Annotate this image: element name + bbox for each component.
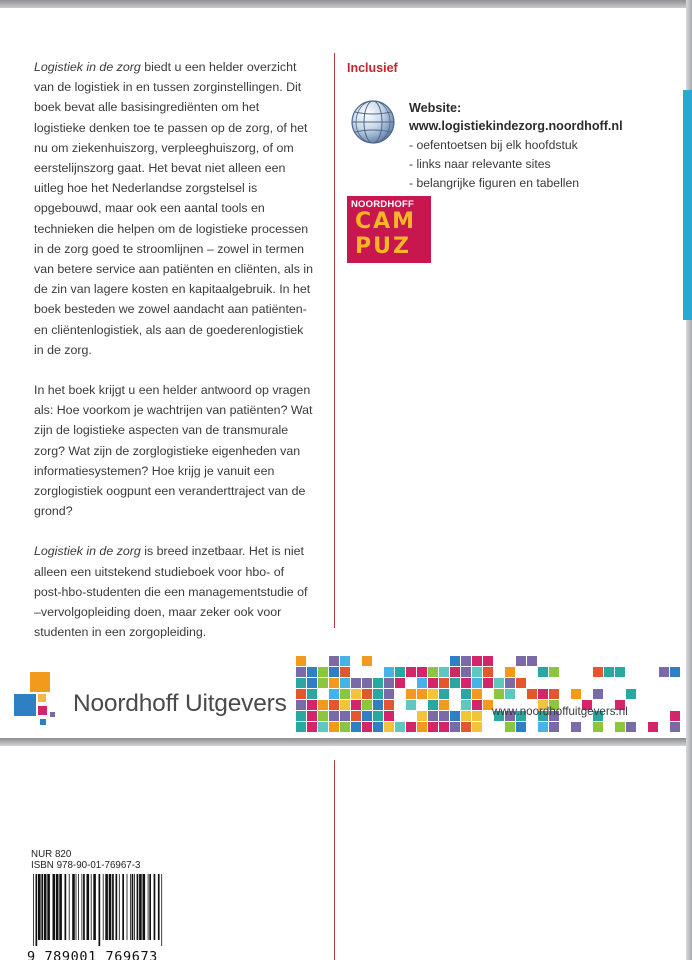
column-divider-lower: [334, 760, 335, 960]
barcode-bar: [143, 874, 146, 940]
mosaic-tile: [362, 711, 372, 721]
website-label: Website:: [409, 101, 462, 115]
mosaic-tile: [406, 722, 416, 732]
mosaic-tile: [439, 722, 449, 732]
mosaic-tile: [461, 678, 471, 688]
mosaic-tile: [670, 722, 680, 732]
features-list-item: - belangrijke figuren en tabellen: [409, 176, 580, 190]
mosaic-tile: [428, 722, 438, 732]
mosaic-tile: [549, 689, 559, 699]
description-paragraph-1: [34, 57, 314, 360]
mosaic-tile: [296, 678, 306, 688]
mosaic-tile: [318, 722, 328, 732]
noordhoff-logo-icon: [14, 670, 64, 728]
mosaic-tile: [461, 711, 471, 721]
mosaic-tile: [439, 667, 449, 677]
mosaic-tile: [373, 722, 383, 732]
paragraph-text: In het boek krijgt u een helder antwoord op vragen als: Hoe voorkom je wachtrijen van patiënten? Wat zijn de logistieke aspecten van de transmurale zorg? Wat zijn de zorglogistieke eigenheden van informatiesystemen? Hoe krijg je vanuit een zorglogistiek oogpunt een veranderttraject van de grond?: [34, 383, 313, 519]
column-divider: [334, 53, 335, 628]
barcode-bar: [87, 874, 90, 940]
mosaic-tile: [406, 667, 416, 677]
barcode-bar: [47, 874, 50, 940]
mosaic-tile: [307, 689, 317, 699]
barcode-bar: [76, 874, 77, 940]
paragraph-text: is breed inzetbaar. Het is niet alleen een uitstekend studieboek voor hbo- of post-hbo-studenten die een managementstudie of –vervolgopleiding doen, maar zeker ook voor studenten in een zorgopleiding.: [34, 544, 308, 640]
mosaic-tile: [340, 689, 350, 699]
mosaic-tile: [450, 711, 460, 721]
mosaic-tile: [384, 700, 394, 710]
barcode-bar: [103, 874, 104, 940]
mosaic-tile: [296, 656, 306, 666]
mosaic-tile: [505, 689, 515, 699]
mosaic-tile: [450, 656, 460, 666]
barcode-bar: [109, 874, 112, 940]
barcode-bar: [132, 874, 134, 940]
mosaic-tile: [461, 722, 471, 732]
mosaic-tile: [428, 667, 438, 677]
publisher-name: Noordhoff Uitgevers: [73, 690, 287, 717]
mosaic-tile: [362, 678, 372, 688]
mosaic-tile: [626, 689, 636, 699]
barcode-bar: [161, 874, 162, 946]
mosaic-tile: [428, 689, 438, 699]
mosaic-tile: [362, 722, 372, 732]
inclusief-heading: Inclusief: [347, 61, 398, 75]
mosaic-tile: [505, 678, 515, 688]
mosaic-tile: [461, 689, 471, 699]
mosaic-tile: [318, 678, 328, 688]
mosaic-tile: [483, 656, 493, 666]
mosaic-tile: [296, 667, 306, 677]
mosaic-tile: [483, 678, 493, 688]
mosaic-tile: [384, 689, 394, 699]
mosaic-tile: [593, 689, 603, 699]
mosaic-tile: [329, 678, 339, 688]
mosaic-tile: [549, 722, 559, 732]
barcode-bar: [158, 874, 160, 940]
mosaic-tile: [439, 689, 449, 699]
barcode-bar: [154, 874, 156, 940]
pixel-mosaic-decoration: [296, 656, 686, 732]
features-list-item: - links naar relevante sites: [409, 157, 551, 171]
mosaic-tile: [351, 678, 361, 688]
barcode-bar: [130, 874, 131, 940]
barcode-bar: [82, 874, 83, 940]
mosaic-tile: [307, 700, 317, 710]
barcode-bar: [78, 874, 79, 940]
mosaic-tile: [340, 711, 350, 721]
mosaic-tile: [648, 722, 658, 732]
barcode-bar: [83, 874, 85, 940]
barcode-bar: [99, 874, 101, 946]
mosaic-tile: [505, 722, 515, 732]
campus-logo-line-2: PUZ: [355, 234, 411, 259]
mosaic-tile: [417, 667, 427, 677]
mosaic-tile: [516, 656, 526, 666]
campus-logo: [347, 196, 431, 263]
mosaic-tile: [505, 667, 515, 677]
mosaic-tile: [450, 678, 460, 688]
mosaic-tile: [428, 678, 438, 688]
mosaic-tile: [329, 722, 339, 732]
isbn-code: ISBN 978-90-01-76967-3: [31, 860, 141, 871]
barcode-bar: [122, 874, 124, 940]
mosaic-tile: [307, 667, 317, 677]
barcode-bar: [91, 874, 92, 940]
mosaic-tile: [340, 722, 350, 732]
mosaic-tile: [395, 678, 405, 688]
campus-logo-top-text: NOORDHOFF: [351, 199, 415, 210]
barcode-bar: [65, 874, 67, 940]
barcode-bar: [38, 874, 41, 940]
mosaic-tile: [428, 711, 438, 721]
book-title-inline: Logistiek in de zorg: [34, 544, 141, 559]
mosaic-tile: [428, 700, 438, 710]
mosaic-tile: [604, 667, 614, 677]
mosaic-tile: [494, 678, 504, 688]
features-list-item: - oefentoetsen bij elk hoofdstuk: [409, 138, 578, 152]
mosaic-tile: [593, 722, 603, 732]
globe-icon: [350, 99, 396, 145]
book-title-inline: Logistiek in de zorg: [34, 60, 141, 74]
mosaic-tile: [296, 689, 306, 699]
mosaic-tile: [472, 667, 482, 677]
mosaic-tile: [461, 667, 471, 677]
mosaic-tile: [538, 722, 548, 732]
mosaic-tile: [362, 689, 372, 699]
mosaic-tile: [351, 722, 361, 732]
features-list: [409, 136, 579, 193]
mosaic-tile: [615, 667, 625, 677]
mosaic-tile: [373, 678, 383, 688]
barcode-bar: [148, 874, 149, 940]
barcode-bar: [137, 874, 139, 940]
barcode-bar: [72, 874, 75, 940]
barcode-digits: 9 789001 769673: [27, 949, 158, 960]
barcode-bar: [59, 874, 62, 940]
mosaic-tile: [351, 711, 361, 721]
mosaic-tile: [461, 700, 471, 710]
mosaic-tile: [417, 689, 427, 699]
mosaic-tile: [395, 667, 405, 677]
barcode-bar: [44, 874, 47, 940]
mosaic-tile: [516, 722, 526, 732]
mosaic-tile: [373, 700, 383, 710]
mosaic-tile: [384, 667, 394, 677]
nur-code: NUR 820: [31, 849, 72, 860]
back-cover: [0, 8, 686, 960]
mosaic-tile: [373, 711, 383, 721]
description-paragraph-3: [34, 541, 314, 642]
mosaic-tile: [384, 722, 394, 732]
mosaic-tile: [318, 667, 328, 677]
mosaic-tile: [329, 711, 339, 721]
website-url[interactable]: www.logistiekindezorg.noordhoff.nl: [409, 119, 623, 133]
mosaic-tile: [472, 678, 482, 688]
mosaic-tile: [593, 667, 603, 677]
mosaic-tile: [318, 700, 328, 710]
mosaic-tile: [439, 678, 449, 688]
mosaic-tile: [670, 667, 680, 677]
mosaic-tile: [527, 689, 537, 699]
barcode-bar: [149, 874, 151, 940]
publisher-url[interactable]: www.noordhoffuitgevers.nl: [492, 705, 628, 718]
mosaic-tile: [384, 711, 394, 721]
mosaic-tile: [659, 667, 669, 677]
mosaic-tile: [417, 678, 427, 688]
barcode-bar: [53, 874, 56, 940]
mosaic-tile: [626, 722, 636, 732]
mosaic-tile: [384, 678, 394, 688]
mosaic-tile: [296, 722, 306, 732]
mosaic-tile: [307, 711, 317, 721]
mosaic-tile: [318, 711, 328, 721]
mosaic-tile: [439, 700, 449, 710]
mosaic-tile: [395, 722, 405, 732]
campus-logo-line-1: CAM: [355, 209, 417, 234]
barcode: [27, 874, 167, 946]
barcode-bar: [105, 874, 108, 940]
mosaic-tile: [329, 667, 339, 677]
mosaic-tile: [307, 678, 317, 688]
paragraph-text: biedt u een helder overzicht van de logistiek in en tussen zorginstellingen. Dit boek bevat alle basisingrediënten om het logistieke denken toe te passen op de zorg, of het nu om ziekenhuiszorg, verpleeghuiszorg, of om eerstelijnszorg gaat. Het bevat niet alleen een uitleg hoe het Nederlandse zorgstelsel is opgebouwd, maar ook een aantal tools en technieken die helpen om de logistieke processen in de zorg goed te stroomlijnen – zowel in termen van betere service aan patiënten en cliënten, als in de zin van lagere kosten en kapitaalgebruik. In het boek besteden we zowel aandacht aan patiënten- en cliëntenlogistiek, als aan de goederenlogistiek in de zorg.: [34, 60, 313, 357]
mosaic-tile: [340, 667, 350, 677]
mosaic-tile: [340, 700, 350, 710]
barcode-bar: [56, 874, 59, 940]
barcode-bar: [36, 874, 38, 946]
mosaic-tile: [351, 700, 361, 710]
barcode-bar: [119, 874, 120, 940]
mosaic-tile: [472, 689, 482, 699]
description-paragraph-2: [34, 380, 314, 521]
cover-fold: [0, 738, 686, 746]
mosaic-tile: [362, 656, 372, 666]
mosaic-tile: [362, 700, 372, 710]
barcode-bar: [33, 874, 34, 946]
barcode-bar: [112, 874, 114, 940]
mosaic-tile: [450, 667, 460, 677]
barcode-bar: [93, 874, 96, 940]
mosaic-tile: [549, 667, 559, 677]
mosaic-tile: [406, 700, 416, 710]
mosaic-tile: [296, 700, 306, 710]
mosaic-tile: [296, 711, 306, 721]
mosaic-tile: [329, 689, 339, 699]
mosaic-tile: [571, 722, 581, 732]
barcode-bar: [134, 874, 135, 940]
mosaic-tile: [472, 656, 482, 666]
description-text: [34, 57, 314, 662]
mosaic-tile: [439, 711, 449, 721]
blue-accent-strip: [683, 90, 692, 320]
mosaic-tile: [406, 689, 416, 699]
mosaic-tile: [527, 656, 537, 666]
mosaic-tile: [329, 656, 339, 666]
mosaic-tile: [615, 722, 625, 732]
mosaic-tile: [571, 689, 581, 699]
mosaic-tile: [538, 667, 548, 677]
mosaic-tile: [472, 700, 482, 710]
mosaic-tile: [351, 689, 361, 699]
mosaic-tile: [417, 711, 427, 721]
mosaic-tile: [670, 711, 680, 721]
mosaic-tile: [516, 678, 526, 688]
mosaic-tile: [329, 700, 339, 710]
mosaic-tile: [538, 689, 548, 699]
mosaic-tile: [373, 689, 383, 699]
mosaic-tile: [494, 689, 504, 699]
mosaic-tile: [417, 722, 427, 732]
mosaic-tile: [483, 667, 493, 677]
mosaic-tile: [307, 722, 317, 732]
mosaic-tile: [472, 711, 482, 721]
barcode-bar: [127, 874, 128, 940]
mosaic-tile: [461, 656, 471, 666]
barcode-bar: [69, 874, 70, 940]
mosaic-tile: [450, 722, 460, 732]
mosaic-tile: [340, 678, 350, 688]
mosaic-tile: [472, 722, 482, 732]
barcode-bar: [116, 874, 118, 940]
mosaic-tile: [340, 656, 350, 666]
barcode-bar: [139, 874, 142, 940]
cover-top-edge: [0, 0, 692, 8]
barcode-bar: [41, 874, 43, 940]
